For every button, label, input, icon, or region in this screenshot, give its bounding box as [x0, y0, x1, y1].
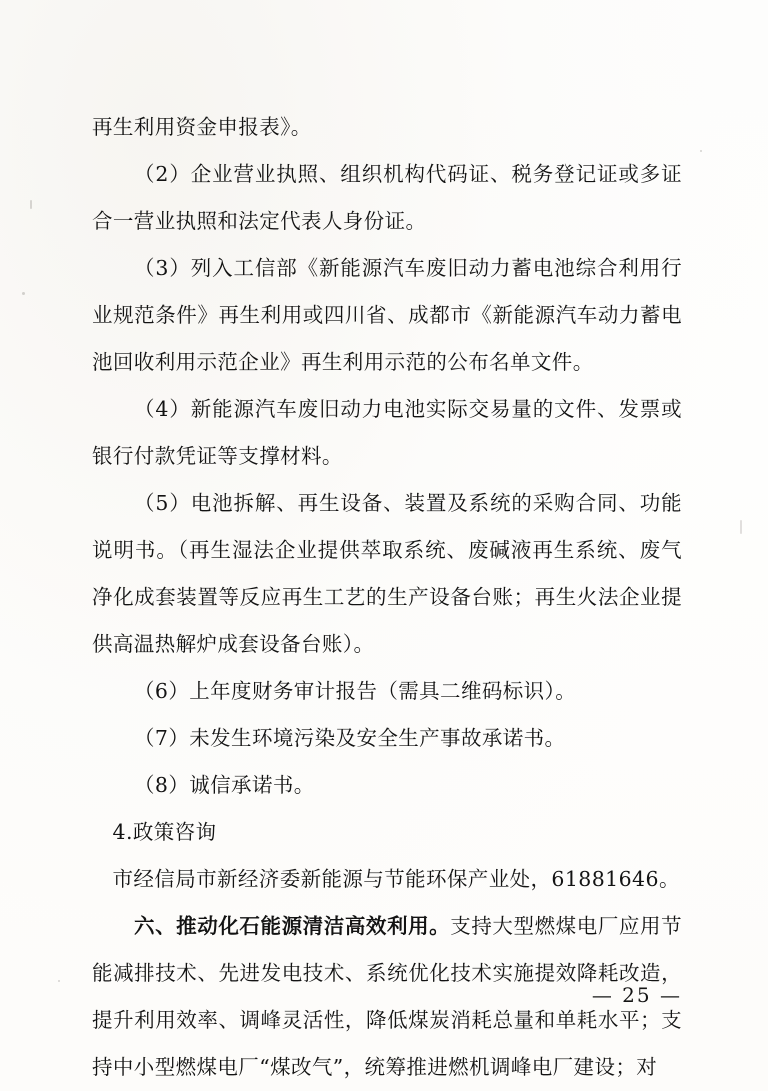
paragraph-item-8: （8）诚信承诺书。 [134, 773, 315, 797]
scan-artifact [740, 520, 742, 534]
page-number: — 25 — [591, 983, 682, 1007]
paragraph-contact: 市经信局市新经济委新能源与节能环保产业处，61881646。 [112, 867, 680, 891]
document-body [92, 104, 682, 1091]
heading-policy-consultation: 4.政策咨询 [112, 820, 217, 844]
paragraph-item-2: （2）企业营业执照、组织机构代码证、税务登记证或多证合一营业执照和法定代表人身份证。 [92, 162, 682, 233]
paragraph-item-4: （4）新能源汽车废旧动力电池实际交易量的文件、发票或银行付款凭证等支撑材料。 [92, 397, 682, 468]
paragraph-continuation: 再生利用资金申报表》。 [92, 115, 312, 139]
scan-artifact [700, 150, 702, 152]
paragraph-item-7: （7）未发生环境污染及安全生产事故承诺书。 [134, 726, 566, 750]
scan-artifact [22, 292, 25, 295]
paragraph-item-5: （5）电池拆解、再生设备、装置及系统的采购合同、功能说明书。（再生湿法企业提供萃取系统、废碱液再生系统、废气净化成套装置等反应再生工艺的生产设备台账；再生火法企业提供高温热解炉成套设备台账）。 [92, 491, 682, 656]
paragraph-item-3: （3）列入工信部《新能源汽车废旧动力蓄电池综合利用行业规范条件》再生利用或四川省、成都市《新能源汽车动力蓄电池回收利用示范企业》再生利用示范的公布名单文件。 [92, 256, 682, 374]
section-six-lead: 六、推动化石能源清洁高效利用。 [134, 914, 451, 938]
scan-artifact [30, 200, 32, 209]
scan-artifact [58, 980, 60, 982]
paragraph-item-6: （6）上年度财务审计报告（需具二维码标识）。 [134, 679, 577, 703]
section-six-body: 支持大型燃煤电厂应用节能减排技术、先进发电技术、系统优化技术实施提效降耗改造，提升利用效率、调峰灵活性，降低煤炭消耗总量和单耗水平；支持中小型燃煤电厂“煤改气”，统筹推进燃机调峰电厂建设；对 [92, 914, 682, 1079]
